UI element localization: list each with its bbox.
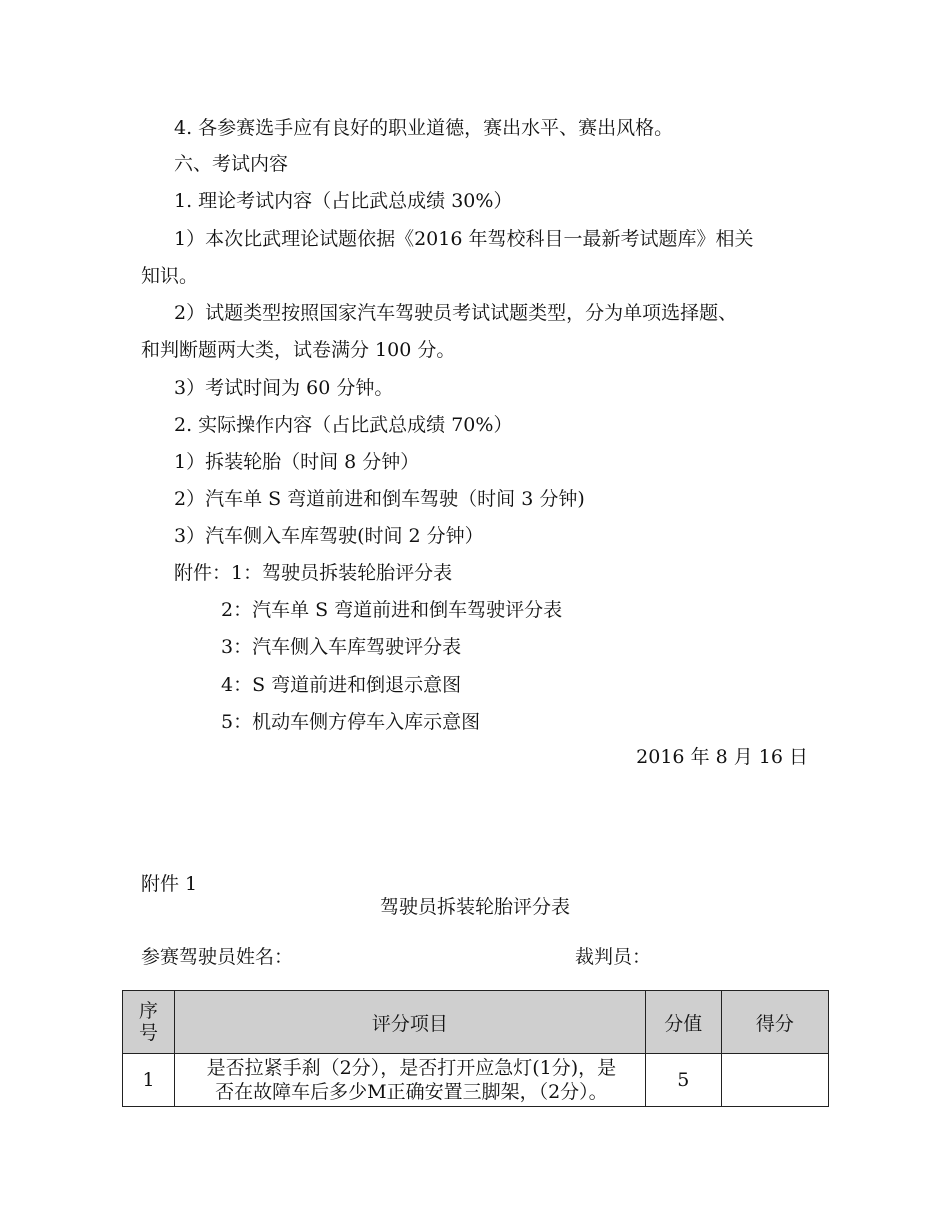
practical-exam-heading: 2. 实际操作内容（占比武总成绩 70%） xyxy=(174,414,513,436)
appendix-label: 附件 1 xyxy=(141,873,198,895)
row-score-obtained[interactable] xyxy=(721,1054,828,1107)
attachment-item-4: 4：S 弯道前进和倒退示意图 xyxy=(221,674,462,696)
attachment-list-first: 附件：1：驾驶员拆装轮胎评分表 xyxy=(174,562,453,584)
header-serial-line-1: 序 xyxy=(139,1000,159,1022)
theory-item-3: 3）考试时间为 60 分钟。 xyxy=(174,377,394,399)
header-score-value: 分值 xyxy=(645,991,721,1054)
table-header-row xyxy=(123,991,829,1054)
scoring-table xyxy=(122,990,829,1107)
header-score-obtained: 得分 xyxy=(721,991,828,1054)
rule-4-line: 4. 各参赛选手应有良好的职业道德，赛出水平、赛出风格。 xyxy=(174,117,674,139)
practical-item-1: 1）拆装轮胎（时间 8 分钟） xyxy=(174,451,420,473)
appendix-title: 驾驶员拆装轮胎评分表 xyxy=(379,896,570,918)
referee-label: 裁判员： xyxy=(575,946,652,968)
header-serial-number xyxy=(123,991,175,1054)
theory-item-2-continued: 和判断题两大类，试卷满分 100 分。 xyxy=(141,339,456,361)
theory-item-1: 1）本次比武理论试题依据《2016 年驾校科目一最新考试题库》相关 xyxy=(174,228,754,250)
attachment-item-3: 3：汽车侧入车库驾驶评分表 xyxy=(221,636,462,658)
row-item-line-1: 是否拉紧手刹（2分），是否打开应急灯(1分)，是 xyxy=(206,1057,617,1079)
theory-item-2: 2）试题类型按照国家汽车驾驶员考试试题类型，分为单项选择题、 xyxy=(174,302,738,324)
row-serial-number: 1 xyxy=(123,1054,175,1107)
header-serial-line-2: 号 xyxy=(139,1022,159,1044)
row-scoring-item xyxy=(175,1054,646,1107)
attachment-item-2: 2：汽车单 S 弯道前进和倒车驾驶评分表 xyxy=(221,599,563,621)
practical-item-2: 2）汽车单 S 弯道前进和倒车驾驶（时间 3 分钟) xyxy=(174,488,585,510)
header-scoring-item: 评分项目 xyxy=(175,991,646,1054)
document-date: 2016 年 8 月 16 日 xyxy=(636,746,808,768)
attachment-item-5: 5：机动车侧方停车入库示意图 xyxy=(221,711,481,733)
practical-item-3: 3）汽车侧入车库驾驶(时间 2 分钟） xyxy=(174,525,484,547)
row-item-line-2: 否在故障车后多少M正确安置三脚架，（2分）。 xyxy=(215,1081,608,1103)
driver-name-label: 参赛驾驶员姓名： xyxy=(141,946,294,968)
row-score-value: 5 xyxy=(645,1054,721,1107)
theory-exam-heading: 1. 理论考试内容（占比武总成绩 30%） xyxy=(174,190,513,212)
theory-item-1-continued: 知识。 xyxy=(141,265,199,287)
section-heading-exam-content: 六、考试内容 xyxy=(174,153,289,175)
table-row xyxy=(123,1054,829,1107)
